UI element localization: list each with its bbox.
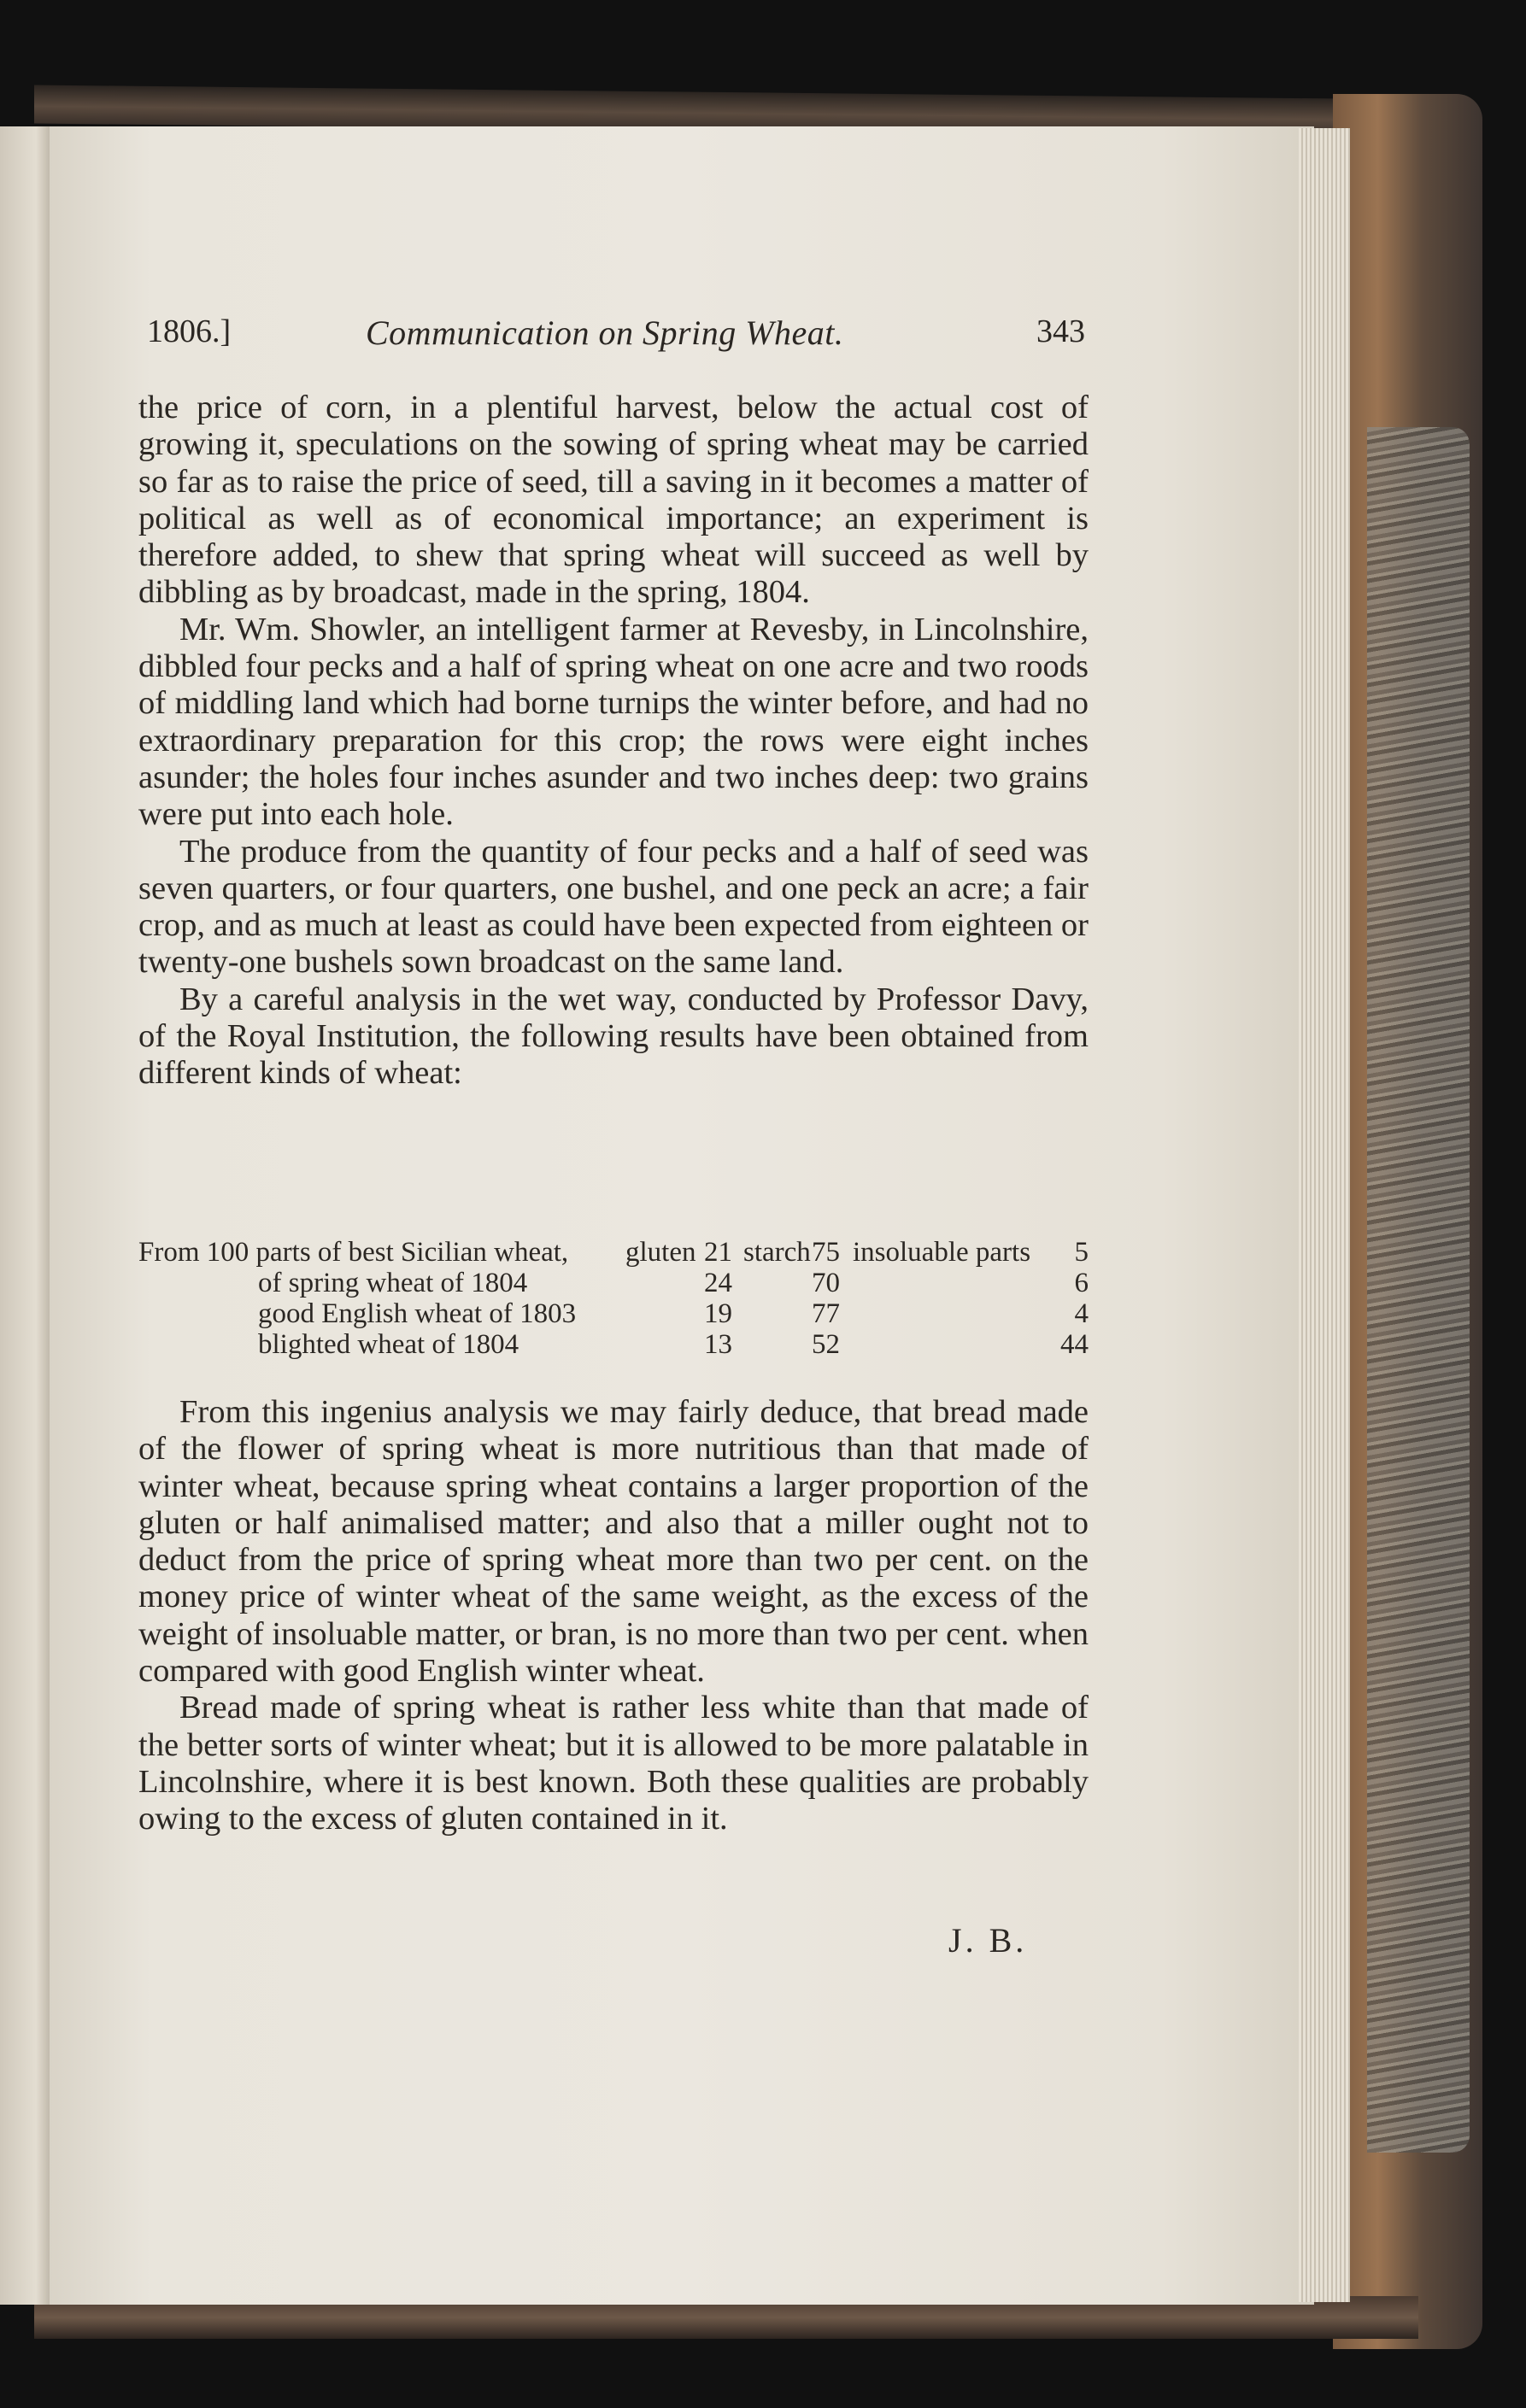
starch-value: 52 bbox=[812, 1329, 840, 1360]
insoluble-value: 5 bbox=[1074, 1237, 1089, 1268]
gluten-label: gluten bbox=[625, 1237, 696, 1268]
body-text-continued bbox=[138, 1394, 1089, 1838]
gluten-value: 24 bbox=[704, 1268, 732, 1298]
paragraph: From this ingenius analysis we may fairly deduce, that bread made of the flower of spring wheat is more nutritious than that made of winter wheat, because spring wheat contains a larger proportion of the gluten or half animalised matter; and also that a miller ought not to deduct from the price of spring wheat more than two per cent. on the money price of winter wheat of the same weight, as the excess of the weight of insoluable matter, or bran, is no more than two per cent. when compared with good English winter wheat. bbox=[138, 1394, 1089, 1690]
row-label: From 100 parts of best Sicilian wheat, bbox=[138, 1237, 569, 1268]
table-row bbox=[138, 1298, 1089, 1329]
running-header bbox=[147, 313, 1085, 357]
row-label: good English wheat of 1803 bbox=[258, 1298, 577, 1329]
facing-page-edge bbox=[0, 126, 51, 2305]
wheat-analysis-table bbox=[138, 1237, 1089, 1360]
paragraph: By a careful analysis in the wet way, conducted by Professor Davy, of the Royal Institution, the following results have been obtained from different kinds of wheat: bbox=[138, 981, 1089, 1092]
insoluble-value: 4 bbox=[1074, 1298, 1089, 1329]
page-block-edges bbox=[1299, 128, 1350, 2302]
paragraph: the price of corn, in a plentiful harvest, below the actual cost of growing it, speculations on the sowing of spring wheat may be carried so far as to raise the price of seed, till a saving in it becomes a matter of political as well as of economical importance; an experiment is therefore added, to shew that spring wheat will succeed as well by dibbling as by broadcast, made in the spring, 1804. bbox=[138, 390, 1089, 611]
insoluble-value: 44 bbox=[1060, 1329, 1089, 1360]
paragraph: Bread made of spring wheat is rather less white than that made of the better sorts of winter wheat; but it is allowed to be more palatable in Lincolnshire, where it is best known. Both these qualities are probably owing to the excess of gluten contained in it. bbox=[138, 1690, 1089, 1837]
book-spine-edge bbox=[1333, 94, 1482, 2349]
starch-label: starch bbox=[743, 1237, 811, 1268]
table-row bbox=[138, 1329, 1089, 1360]
gluten-value: 21 bbox=[704, 1237, 732, 1268]
paragraph: The produce from the quantity of four pecks and a half of seed was seven quarters, or four quarters, one bushel, and one peck an acre; a fair crop, and as much at least as could have been expected from eighteen or twenty-one bushels sown broadcast on the same land. bbox=[138, 833, 1089, 981]
gluten-value: 13 bbox=[704, 1329, 732, 1360]
table-row bbox=[138, 1237, 1089, 1268]
insoluble-value: 6 bbox=[1074, 1268, 1089, 1298]
author-signature: J. B. bbox=[948, 1921, 1028, 1960]
page-number: 343 bbox=[1036, 313, 1085, 349]
paragraph: Mr. Wm. Showler, an intelligent farmer at Revesby, in Lincolnshire, dibbled four pecks and a half of spring wheat on one acre and two roods of middling land which had borne turnips the winter before, and had no extraordinary preparation for this crop; the rows were eight inches asunder; the holes four inches asunder and two inches deep: two grains were put into each hole. bbox=[138, 611, 1089, 833]
starch-value: 77 bbox=[812, 1298, 840, 1329]
row-label: of spring wheat of 1804 bbox=[258, 1268, 528, 1298]
table-row bbox=[138, 1268, 1089, 1298]
starch-value: 70 bbox=[812, 1268, 840, 1298]
gluten-value: 19 bbox=[704, 1298, 732, 1329]
insoluble-label: insoluable parts bbox=[853, 1237, 1031, 1268]
body-text bbox=[138, 390, 1089, 1093]
header-year: 1806.] bbox=[147, 313, 232, 349]
starch-value: 75 bbox=[812, 1237, 840, 1268]
row-label: blighted wheat of 1804 bbox=[258, 1329, 519, 1360]
header-title: Communication on Spring Wheat. bbox=[366, 313, 844, 352]
